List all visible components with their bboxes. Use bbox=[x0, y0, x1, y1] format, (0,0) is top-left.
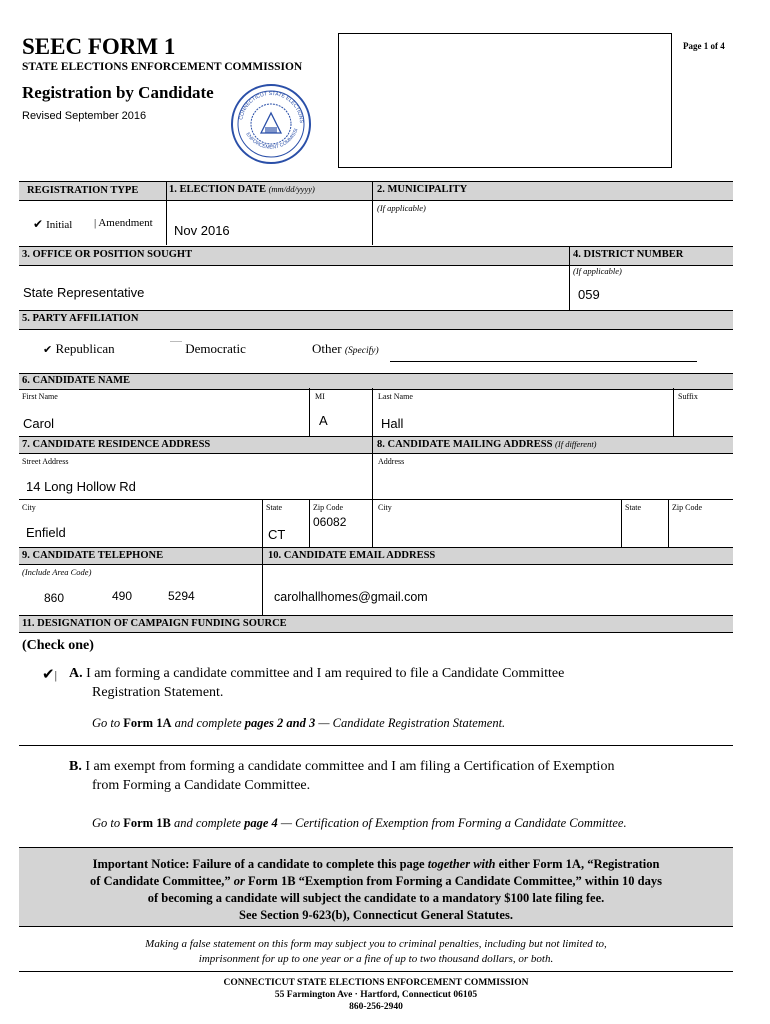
zip-label: Zip Code bbox=[313, 503, 343, 512]
municipality-hint: (If applicable) bbox=[377, 203, 426, 213]
mail-address-label: Address bbox=[378, 457, 405, 466]
notice-line3: of becoming a candidate will subject the candidate to a mandatory $100 late filing fee. bbox=[147, 891, 605, 905]
other-party-option[interactable] bbox=[312, 341, 379, 357]
a-pages: pages 2 and 3 bbox=[244, 716, 316, 730]
a-rest: — Candidate Registration Statement. bbox=[318, 716, 506, 730]
phone-line-field[interactable]: 5294 bbox=[168, 589, 195, 603]
option-b-letter: B. bbox=[69, 759, 82, 774]
notice-line1-end: either Form 1A, “Registration bbox=[498, 857, 660, 871]
b-pages: page 4 bbox=[244, 816, 278, 830]
mailing-label bbox=[377, 439, 597, 450]
svg-text:CONNECTICUT STATE ELECTIONS: CONNECTICUT STATE ELECTIONS bbox=[238, 90, 305, 124]
other-hint: (Specify) bbox=[344, 346, 379, 356]
republican-checkbox[interactable] bbox=[43, 341, 115, 357]
state-field[interactable]: CT bbox=[268, 527, 286, 542]
initial-checkbox[interactable] bbox=[33, 217, 72, 232]
phone-prefix-field[interactable]: 490 bbox=[112, 589, 133, 603]
last-name-field[interactable]: Hall bbox=[381, 416, 404, 431]
false-statement-warning bbox=[19, 937, 733, 967]
registration-type-label: REGISTRATION TYPE bbox=[27, 185, 139, 196]
check-mark-icon: ✔ bbox=[43, 344, 53, 356]
option-b-text[interactable] bbox=[69, 757, 614, 795]
office-label: 3. OFFICE OR POSITION SOUGHT bbox=[22, 249, 193, 260]
amendment-checkbox[interactable] bbox=[94, 217, 153, 229]
mail-city-label: City bbox=[378, 503, 392, 512]
democratic-checkbox[interactable] bbox=[170, 341, 246, 357]
received-stamp-box bbox=[338, 33, 672, 168]
page-indicator: Page 1 of 4 bbox=[683, 41, 725, 51]
municipality-field[interactable] bbox=[380, 222, 720, 240]
other-party-field[interactable] bbox=[390, 345, 697, 362]
funding-label: 11. DESIGNATION OF CAMPAIGN FUNDING SOURCE bbox=[22, 618, 287, 629]
other-label: Other bbox=[312, 341, 342, 356]
initial-label: Initial bbox=[46, 219, 73, 231]
email-label: 10. CANDIDATE EMAIL ADDRESS bbox=[268, 550, 436, 561]
agency-name: STATE ELECTIONS ENFORCEMENT COMMISSION bbox=[22, 61, 303, 73]
city-field[interactable]: Enfield bbox=[26, 525, 66, 540]
checkbox-line-icon: | bbox=[54, 668, 57, 682]
notice-line2a: of Candidate Committee,” bbox=[90, 874, 231, 888]
municipality-label: 2. MUNICIPALITY bbox=[377, 184, 468, 195]
first-name-label: First Name bbox=[22, 392, 58, 401]
b-and: and complete bbox=[173, 816, 241, 830]
checkbox-line-icon bbox=[170, 341, 182, 342]
important-notice bbox=[19, 847, 733, 927]
option-a-letter: A. bbox=[69, 666, 83, 681]
notice-line4: See Section 9-623(b), Connecticut General Statutes. bbox=[239, 908, 513, 922]
option-a-line1: I am forming a candidate committee and I am required to file a Candidate Committee bbox=[86, 666, 565, 681]
notice-line2b: Form 1B “Exemption from Forming a Candidate Committee,” within 10 days bbox=[248, 874, 662, 888]
state-seal-icon bbox=[230, 83, 312, 165]
footer-phone: 860-256-2940 bbox=[349, 1002, 403, 1012]
email-field[interactable]: carolhallhomes@gmail.com bbox=[274, 590, 428, 604]
checkbox-line-icon: | bbox=[94, 217, 97, 229]
option-b-line1: I am exempt from forming a candidate committee and I am filing a Certification of Exemption bbox=[85, 759, 615, 774]
mailing-hint: (If different) bbox=[555, 439, 597, 449]
form-title: SEEC FORM 1 bbox=[22, 34, 176, 59]
telephone-hint: (Include Area Code) bbox=[22, 567, 92, 577]
footer bbox=[19, 977, 733, 1013]
phone-area-field[interactable]: 860 bbox=[44, 591, 65, 605]
office-field[interactable]: State Representative bbox=[23, 285, 145, 300]
first-name-field[interactable]: Carol bbox=[23, 416, 55, 431]
document-title: Registration by Candidate bbox=[22, 83, 214, 102]
amendment-label: Amendment bbox=[98, 217, 153, 229]
check-one-label: (Check one) bbox=[22, 638, 94, 653]
notice-or: or bbox=[233, 874, 245, 888]
notice-together: together with bbox=[427, 857, 496, 871]
notice-line1: Important Notice: Failure of a candidate to complete this page bbox=[92, 857, 425, 871]
last-name-label: Last Name bbox=[378, 392, 413, 401]
state-label: State bbox=[266, 503, 282, 512]
party-label: 5. PARTY AFFILIATION bbox=[22, 313, 139, 324]
check-mark-icon: ✔ bbox=[33, 217, 44, 231]
suffix-label: Suffix bbox=[678, 392, 698, 401]
a-form-link: Form 1A bbox=[123, 716, 172, 730]
mail-state-field[interactable] bbox=[626, 525, 664, 541]
suffix-field[interactable] bbox=[680, 416, 728, 432]
footer-address: 55 Farmington Ave · Hartford, Connecticut 06105 bbox=[274, 990, 478, 1000]
a-and: and complete bbox=[174, 716, 242, 730]
mail-zip-field[interactable] bbox=[673, 525, 729, 541]
candidate-name-label: 6. CANDIDATE NAME bbox=[22, 375, 131, 386]
mailing-label-text: 8. CANDIDATE MAILING ADDRESS bbox=[377, 439, 553, 450]
option-a-instructions bbox=[92, 716, 505, 731]
street-label: Street Address bbox=[22, 457, 69, 466]
mail-zip-label: Zip Code bbox=[672, 503, 702, 512]
democratic-label: Democratic bbox=[185, 341, 246, 356]
b-go-to: Go to bbox=[92, 816, 121, 830]
mail-city-field[interactable] bbox=[380, 525, 615, 541]
a-go-to: Go to bbox=[92, 716, 121, 730]
check-mark-icon: ✔ bbox=[42, 667, 55, 683]
warning-line1: Making a false statement on this form may subject you to criminal penalties, including but not limited to, bbox=[145, 938, 607, 950]
street-field[interactable]: 14 Long Hollow Rd bbox=[26, 479, 136, 494]
option-b-line2: from Forming a Candidate Committee. bbox=[92, 778, 311, 793]
election-date-label-text: 1. ELECTION DATE bbox=[169, 184, 266, 195]
revised-date: Revised September 2016 bbox=[22, 110, 147, 122]
mi-field[interactable]: A bbox=[319, 413, 328, 428]
republican-label: Republican bbox=[55, 341, 115, 356]
telephone-label: 9. CANDIDATE TELEPHONE bbox=[22, 550, 164, 561]
mail-address-field[interactable] bbox=[380, 479, 725, 495]
district-field[interactable]: 059 bbox=[578, 287, 600, 302]
district-hint: (If applicable) bbox=[573, 266, 622, 276]
b-form-link: Form 1B bbox=[123, 816, 171, 830]
zip-field[interactable]: 06082 bbox=[313, 515, 347, 529]
warning-line2: imprisonment for up to one year or a fine of up to two thousand dollars, or both. bbox=[198, 953, 554, 965]
election-date-label bbox=[169, 184, 315, 195]
city-label: City bbox=[22, 503, 36, 512]
b-rest: — Certification of Exemption from Forming a Candidate Committee. bbox=[280, 816, 627, 830]
election-date-field[interactable]: Nov 2016 bbox=[174, 223, 230, 238]
election-date-hint: (mm/dd/yyyy) bbox=[268, 184, 315, 194]
option-a-line2: Registration Statement. bbox=[92, 685, 224, 700]
district-label: 4. DISTRICT NUMBER bbox=[573, 249, 684, 260]
option-a-checkbox[interactable] bbox=[42, 665, 57, 684]
residence-label: 7. CANDIDATE RESIDENCE ADDRESS bbox=[22, 439, 211, 450]
mi-label: MI bbox=[315, 392, 325, 401]
option-a-text bbox=[69, 664, 564, 702]
svg-text:ENFORCEMENT COMMISSION: ENFORCEMENT COMMISSI bbox=[244, 127, 300, 151]
mail-state-label: State bbox=[625, 503, 641, 512]
footer-agency: CONNECTICUT STATE ELECTIONS ENFORCEMENT COMMISSION bbox=[223, 978, 529, 988]
option-b-instructions bbox=[92, 816, 627, 831]
